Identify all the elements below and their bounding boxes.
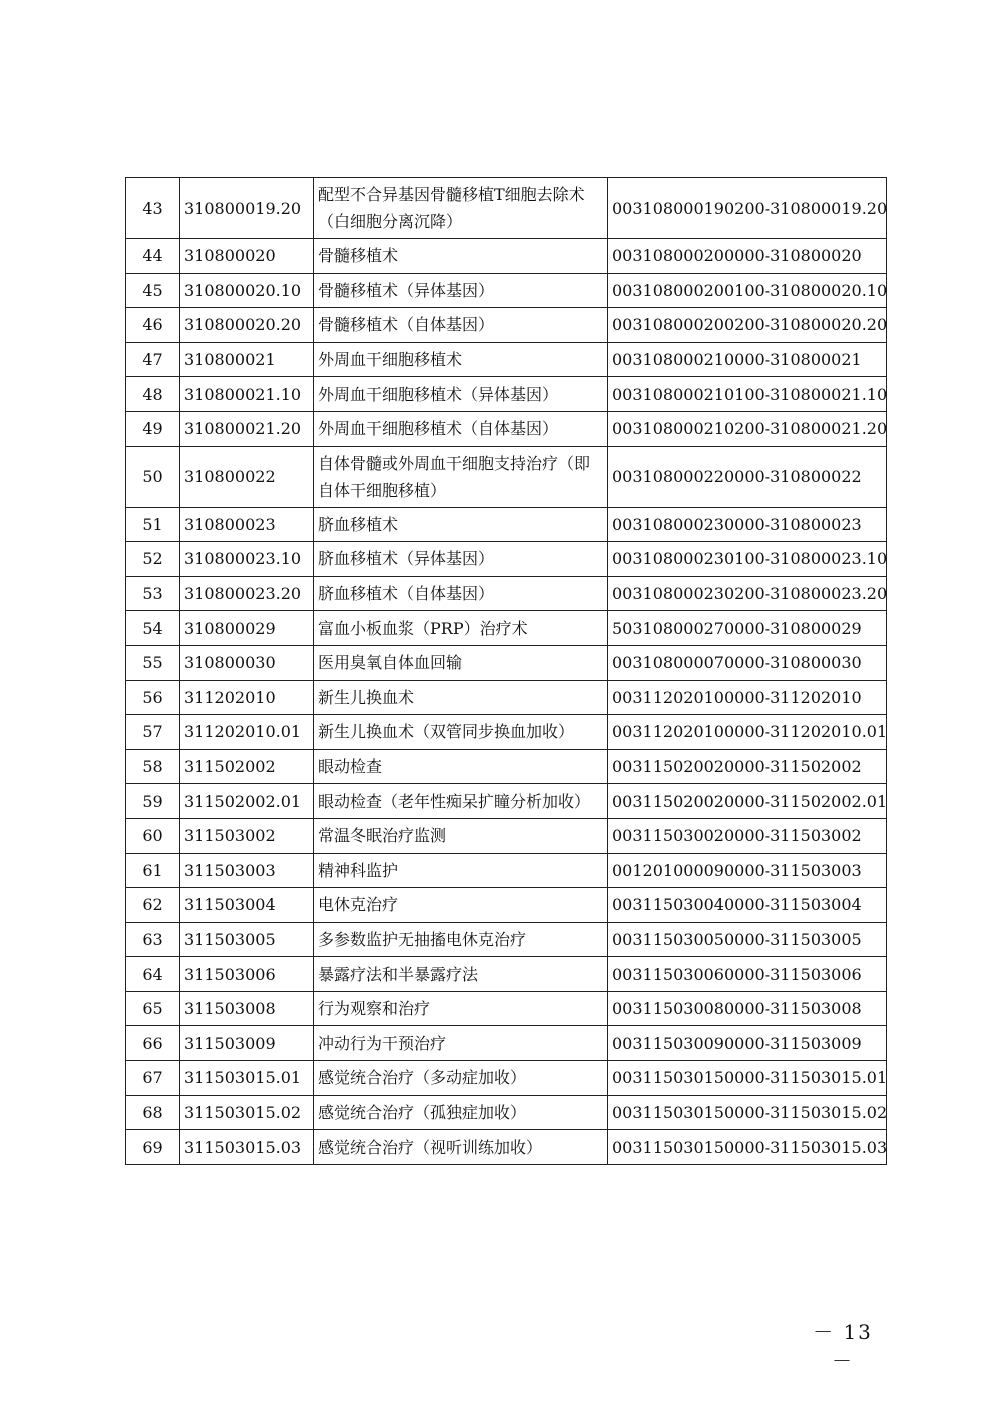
table-row — [126, 991, 887, 1026]
item-name-cell: 脐血移植术（自体基因） — [314, 576, 608, 611]
table-row — [126, 888, 887, 923]
national-code-cell: 003108000230100-310800023.10 — [608, 542, 887, 577]
item-code-cell: 310800020.20 — [180, 308, 314, 343]
item-code-cell: 310800021.20 — [180, 411, 314, 446]
row-number-cell: 47 — [126, 342, 180, 377]
row-number-cell: 62 — [126, 888, 180, 923]
table-row — [126, 922, 887, 957]
item-code-cell: 311502002 — [180, 749, 314, 784]
item-code-cell: 310800023.10 — [180, 542, 314, 577]
table-row — [126, 1095, 887, 1130]
item-name-cell: 新生儿换血术（双管同步换血加收） — [314, 715, 608, 750]
national-code-cell: 003108000220000-310800022 — [608, 446, 887, 507]
national-code-cell: 001201000090000-311503003 — [608, 853, 887, 888]
national-code-cell: 003108000070000-310800030 — [608, 645, 887, 680]
item-name-cell: 感觉统合治疗（多动症加收） — [314, 1061, 608, 1096]
national-code-cell: 003115030020000-311503002 — [608, 818, 887, 853]
item-name-cell: 骨髓移植术 — [314, 239, 608, 274]
items-table — [125, 177, 887, 1165]
row-number-cell: 52 — [126, 542, 180, 577]
item-code-cell: 310800029 — [180, 611, 314, 646]
table-row — [126, 178, 887, 239]
row-number-cell: 65 — [126, 991, 180, 1026]
item-name-cell: 脐血移植术（异体基因） — [314, 542, 608, 577]
national-code-cell: 003115030150000-311503015.02 — [608, 1095, 887, 1130]
item-name-cell: 新生儿换血术 — [314, 680, 608, 715]
row-number-cell: 57 — [126, 715, 180, 750]
table-row — [126, 853, 887, 888]
table-row — [126, 342, 887, 377]
row-number-cell: 58 — [126, 749, 180, 784]
table-row — [126, 507, 887, 542]
item-code-cell: 310800021.10 — [180, 377, 314, 412]
row-number-cell: 59 — [126, 784, 180, 819]
national-code-cell: 003108000200100-310800020.10 — [608, 273, 887, 308]
national-code-cell: 003108000230200-310800023.20 — [608, 576, 887, 611]
national-code-cell: 003112020100000-311202010.01 — [608, 715, 887, 750]
table-row — [126, 308, 887, 343]
page-number: － 13 － — [813, 1320, 873, 1373]
row-number-cell: 44 — [126, 239, 180, 274]
items-table-body — [126, 178, 887, 1165]
row-number-cell: 69 — [126, 1130, 180, 1165]
item-code-cell: 310800023.20 — [180, 576, 314, 611]
item-code-cell: 311503002 — [180, 818, 314, 853]
item-name-cell: 行为观察和治疗 — [314, 991, 608, 1026]
table-row — [126, 784, 887, 819]
row-number-cell: 45 — [126, 273, 180, 308]
item-name-cell: 脐血移植术 — [314, 507, 608, 542]
national-code-cell: 003108000210000-310800021 — [608, 342, 887, 377]
national-code-cell: 003115030150000-311503015.01 — [608, 1061, 887, 1096]
table-row — [126, 1130, 887, 1165]
item-code-cell: 311503004 — [180, 888, 314, 923]
item-name-cell: 骨髓移植术（自体基因） — [314, 308, 608, 343]
national-code-cell: 003115030060000-311503006 — [608, 957, 887, 992]
national-code-cell: 003115020020000-311502002 — [608, 749, 887, 784]
item-name-cell: 常温冬眠治疗监测 — [314, 818, 608, 853]
table-row — [126, 1061, 887, 1096]
table-row — [126, 749, 887, 784]
national-code-cell: 003112020100000-311202010 — [608, 680, 887, 715]
table-row — [126, 542, 887, 577]
item-code-cell: 311202010.01 — [180, 715, 314, 750]
item-code-cell: 310800021 — [180, 342, 314, 377]
item-name-cell: 眼动检查 — [314, 749, 608, 784]
item-code-cell: 311503015.02 — [180, 1095, 314, 1130]
item-code-cell: 310800022 — [180, 446, 314, 507]
item-code-cell: 311503006 — [180, 957, 314, 992]
table-row — [126, 446, 887, 507]
national-code-cell: 003115030090000-311503009 — [608, 1026, 887, 1061]
item-code-cell: 310800020 — [180, 239, 314, 274]
row-number-cell: 63 — [126, 922, 180, 957]
table-row — [126, 273, 887, 308]
row-number-cell: 66 — [126, 1026, 180, 1061]
item-name-cell: 冲动行为干预治疗 — [314, 1026, 608, 1061]
item-code-cell: 310800019.20 — [180, 178, 314, 239]
item-code-cell: 311202010 — [180, 680, 314, 715]
row-number-cell: 55 — [126, 645, 180, 680]
national-code-cell: 003115030080000-311503008 — [608, 991, 887, 1026]
item-name-cell: 感觉统合治疗（孤独症加收） — [314, 1095, 608, 1130]
table-row — [126, 239, 887, 274]
item-code-cell: 311503005 — [180, 922, 314, 957]
item-name-cell: 多参数监护无抽搐电休克治疗 — [314, 922, 608, 957]
row-number-cell: 60 — [126, 818, 180, 853]
national-code-cell: 503108000270000-310800029 — [608, 611, 887, 646]
table-row — [126, 680, 887, 715]
item-code-cell: 311503003 — [180, 853, 314, 888]
item-name-cell: 医用臭氧自体血回输 — [314, 645, 608, 680]
table-row — [126, 715, 887, 750]
row-number-cell: 54 — [126, 611, 180, 646]
table-row — [126, 411, 887, 446]
row-number-cell: 43 — [126, 178, 180, 239]
row-number-cell: 49 — [126, 411, 180, 446]
item-name-cell: 骨髓移植术（异体基因） — [314, 273, 608, 308]
national-code-cell: 003108000210100-310800021.10 — [608, 377, 887, 412]
row-number-cell: 56 — [126, 680, 180, 715]
table-row — [126, 645, 887, 680]
item-code-cell: 311503015.01 — [180, 1061, 314, 1096]
item-name-cell: 配型不合异基因骨髓移植T细胞去除术（白细胞分离沉降） — [314, 178, 608, 239]
item-name-cell: 感觉统合治疗（视听训练加收） — [314, 1130, 608, 1165]
row-number-cell: 68 — [126, 1095, 180, 1130]
national-code-cell: 003108000190200-310800019.20 — [608, 178, 887, 239]
table-row — [126, 576, 887, 611]
row-number-cell: 67 — [126, 1061, 180, 1096]
row-number-cell: 51 — [126, 507, 180, 542]
table-row — [126, 611, 887, 646]
item-code-cell: 311503008 — [180, 991, 314, 1026]
national-code-cell: 003115030040000-311503004 — [608, 888, 887, 923]
item-name-cell: 外周血干细胞移植术 — [314, 342, 608, 377]
national-code-cell: 003115030150000-311503015.03 — [608, 1130, 887, 1165]
national-code-cell: 003108000230000-310800023 — [608, 507, 887, 542]
national-code-cell: 003115030050000-311503005 — [608, 922, 887, 957]
national-code-cell: 003108000200000-310800020 — [608, 239, 887, 274]
item-code-cell: 311503009 — [180, 1026, 314, 1061]
row-number-cell: 50 — [126, 446, 180, 507]
row-number-cell: 53 — [126, 576, 180, 611]
item-name-cell: 外周血干细胞移植术（异体基因） — [314, 377, 608, 412]
item-name-cell: 精神科监护 — [314, 853, 608, 888]
table-row — [126, 818, 887, 853]
item-name-cell: 外周血干细胞移植术（自体基因） — [314, 411, 608, 446]
national-code-cell: 003108000200200-310800020.20 — [608, 308, 887, 343]
table-row — [126, 377, 887, 412]
item-code-cell: 311503015.03 — [180, 1130, 314, 1165]
row-number-cell: 64 — [126, 957, 180, 992]
item-name-cell: 富血小板血浆（PRP）治疗术 — [314, 611, 608, 646]
item-name-cell: 暴露疗法和半暴露疗法 — [314, 957, 608, 992]
national-code-cell: 003108000210200-310800021.20 — [608, 411, 887, 446]
item-code-cell: 311502002.01 — [180, 784, 314, 819]
table-row — [126, 957, 887, 992]
row-number-cell: 46 — [126, 308, 180, 343]
row-number-cell: 48 — [126, 377, 180, 412]
national-code-cell: 003115020020000-311502002.01 — [608, 784, 887, 819]
item-code-cell: 310800030 — [180, 645, 314, 680]
item-name-cell: 自体骨髓或外周血干细胞支持治疗（即自体干细胞移植） — [314, 446, 608, 507]
item-code-cell: 310800023 — [180, 507, 314, 542]
row-number-cell: 61 — [126, 853, 180, 888]
item-name-cell: 眼动检查（老年性痴呆扩瞳分析加收） — [314, 784, 608, 819]
table-row — [126, 1026, 887, 1061]
item-code-cell: 310800020.10 — [180, 273, 314, 308]
item-name-cell: 电休克治疗 — [314, 888, 608, 923]
